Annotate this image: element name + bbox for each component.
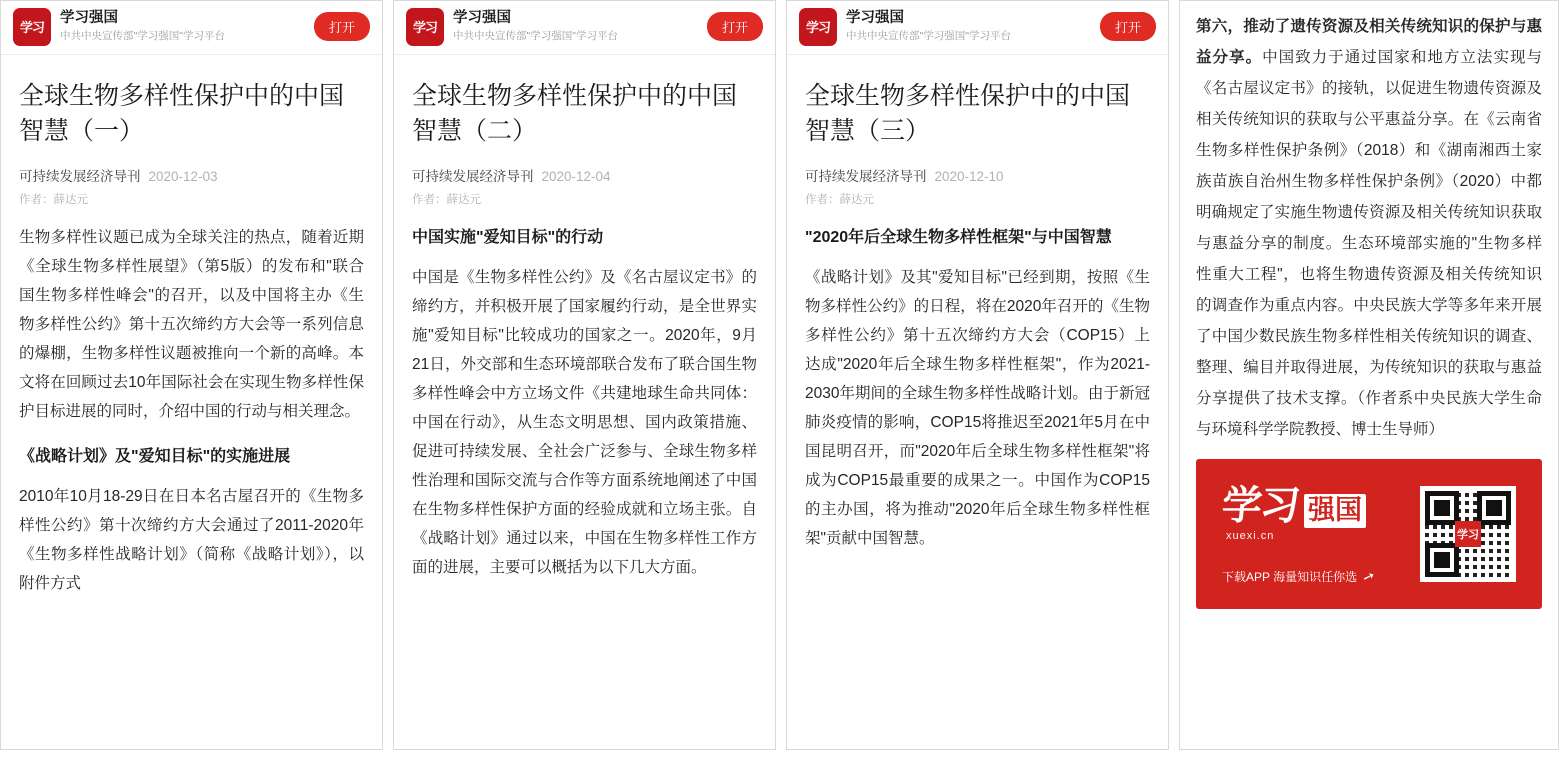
article-section-heading: 中国实施"爱知目标"的行动 (412, 229, 604, 246)
app-info-2 (453, 10, 707, 44)
article-card-1 (0, 0, 383, 750)
banner-tagline (1222, 568, 1420, 585)
qr-finder-icon (1425, 491, 1459, 525)
article-paragraph: 中国是《生物多样性公约》及《名古屋议定书》的缔约方，并积极开展了国家履约行动，是全世界实施"爱知目标"比较成功的国家之一。2020年，9月21日，外交部和生态环境部联合发布了联合国生物多样性峰会中方立场文件《共建地球生命共同体：中国在行动》，从生态文明思想、国内政策措施、促进可持续发展、全社会广泛参与、全球生物多样性治理和国际交流与合作等方面系统地阐述了中国在生物多样性保护方面的经验成就和立场主张。自《战略计划》通过以来，中国在生物多样性工作方面的进展，主要可以概括为以下几大方面。 (412, 269, 757, 576)
article-title: 全球生物多样性保护中的中国智慧（三） (805, 82, 1131, 145)
app-promo-bar-2 (394, 1, 775, 55)
article-body-3 (787, 55, 1168, 553)
article-meta-1 (19, 165, 364, 185)
article-title: 全球生物多样性保护中的中国智慧（二） (412, 82, 738, 145)
qr-pattern (1425, 491, 1511, 577)
paragraph-lead: 第六，推动了遗传资源及相关传统知识的保护与惠益分享。 (1196, 18, 1542, 66)
article-section-heading: 《战略计划》及"爱知目标"的实施进展 (19, 448, 291, 465)
app-promo-bar-1 (1, 1, 382, 55)
paragraph-rest: 中国致力于通过国家和地方立法实现与《名古屋议定书》的接轨，以促进生物遗传资源及相关传统知识的获取与公平惠益分享。在《云南省生物多样性保护条例》（2018）和《湖南湘西土家族苗族自治州生物多样性保护条例》（2020）中都明确规定了实施生物遗传资源及相关传统知识获取与惠益分享的制度。生态环境部实施的"生物多样性重大工程"，也将生物遗传资源及相关传统知识的调查作为重点内容。中央民族大学等多年来开展了中国少数民族生物多样性相关传统知识的调查、整理、编目并取得进展，为传统知识的获取与惠益分享提供了技术支撑。（作者系中央民族大学生命与环境科学学院教授、博士生导师） (1196, 49, 1542, 438)
article-title: 全球生物多样性保护中的中国智慧（一） (19, 82, 345, 145)
app-download-banner[interactable] (1196, 459, 1542, 609)
article-author: 作者：薛达元 (412, 194, 481, 206)
banner-logo-row (1219, 482, 1420, 529)
banner-tagline-label: 下载APP 海量知识任你选 (1222, 569, 1358, 584)
article-author: 作者：薛达元 (805, 194, 874, 206)
article-body-2 (394, 55, 775, 582)
article-paragraph: 2010年10月18-29日在日本名古屋召开的《生物多样性公约》第十次缔约方大会通过了2011-2020年《生物多样性战略计划》（简称《战略计划》），以附件方式 (19, 488, 364, 592)
arrow-icon: ➚ (1361, 566, 1378, 585)
article-date: 2020-12-03 (148, 169, 218, 184)
banner-brand-label: 学习 (1219, 482, 1301, 529)
qr-finder-icon (1477, 491, 1511, 525)
app-subtitle-label: 中共中央宣传部"学习强国"学习平台 (453, 29, 618, 42)
app-info-3 (846, 10, 1100, 44)
article-source: 可持续发展经济导刊 (19, 169, 141, 184)
app-name-label: 学习强国 (60, 9, 118, 26)
open-app-button[interactable]: 打开 (314, 12, 370, 41)
app-subtitle-label: 中共中央宣传部"学习强国"学习平台 (60, 29, 225, 42)
article-author: 作者：薛达元 (19, 194, 88, 206)
app-promo-bar-3 (787, 1, 1168, 55)
app-subtitle-label: 中共中央宣传部"学习强国"学习平台 (846, 29, 1011, 42)
app-logo-icon: 学习 (406, 8, 444, 46)
qr-center-logo: 学习 (1455, 521, 1481, 547)
banner-url-label: xuexi.cn (1226, 529, 1275, 542)
article-date: 2020-12-10 (934, 169, 1004, 184)
article-body-4 (1180, 1, 1558, 445)
app-logo-icon: 学习 (799, 8, 837, 46)
article-card-2 (393, 0, 776, 750)
app-logo-icon: 学习 (13, 8, 51, 46)
article-card-3 (786, 0, 1169, 750)
banner-text-area (1196, 484, 1420, 585)
app-name-label: 学习强国 (453, 9, 511, 26)
article-paragraph: 生物多样性议题已成为全球关注的热点，随着近期《全球生物多样性展望》（第5版）的发布和"联合国生物多样性峰会"的召开，以及中国将主办《生物多样性公约》第十五次缔约方大会等一系列信息的爆棚，生物多样性议题被推向一个新的高峰。本文将在回顾过去10年国际社会在实现生物多样性保护目标进展的同时，介绍中国的行动与相关理念。 (19, 229, 364, 420)
banner-brand-box-label: 强国 (1304, 494, 1366, 528)
article-meta-3 (805, 165, 1150, 185)
article-source: 可持续发展经济导刊 (805, 169, 927, 184)
article-paragraph: 《战略计划》及其"爱知目标"已经到期，按照《生物多样性公约》的日程，将在2020年召开的《生物多样性公约》第十五次缔约方大会（COP15）上达成"2020年后全球生物多样性框架"，作为2021-2030年期间的全球生物多样性战略计划。由于新冠肺炎疫情的影响，COP15将推迟至2021年5月在中国昆明召开，而"2020年后全球生物多样性框架"将成为COP15最重要的成果之一。中国作为COP15的主办国，将为推动"2020年后全球生物多样性框架"贡献中国智慧。 (805, 269, 1150, 547)
article-card-4 (1179, 0, 1559, 750)
app-name-label: 学习强国 (846, 9, 904, 26)
article-source: 可持续发展经济导刊 (412, 169, 534, 184)
article-body-1 (1, 55, 382, 598)
article-meta-2 (412, 165, 757, 185)
article-date: 2020-12-04 (541, 169, 611, 184)
qr-finder-icon (1425, 543, 1459, 577)
open-app-button[interactable]: 打开 (707, 12, 763, 41)
article-section-heading: "2020年后全球生物多样性框架"与中国智慧 (805, 229, 1112, 246)
app-info-1 (60, 10, 314, 44)
qr-code[interactable] (1420, 486, 1516, 582)
article-paragraph (1196, 11, 1542, 445)
open-app-button[interactable]: 打开 (1100, 12, 1156, 41)
